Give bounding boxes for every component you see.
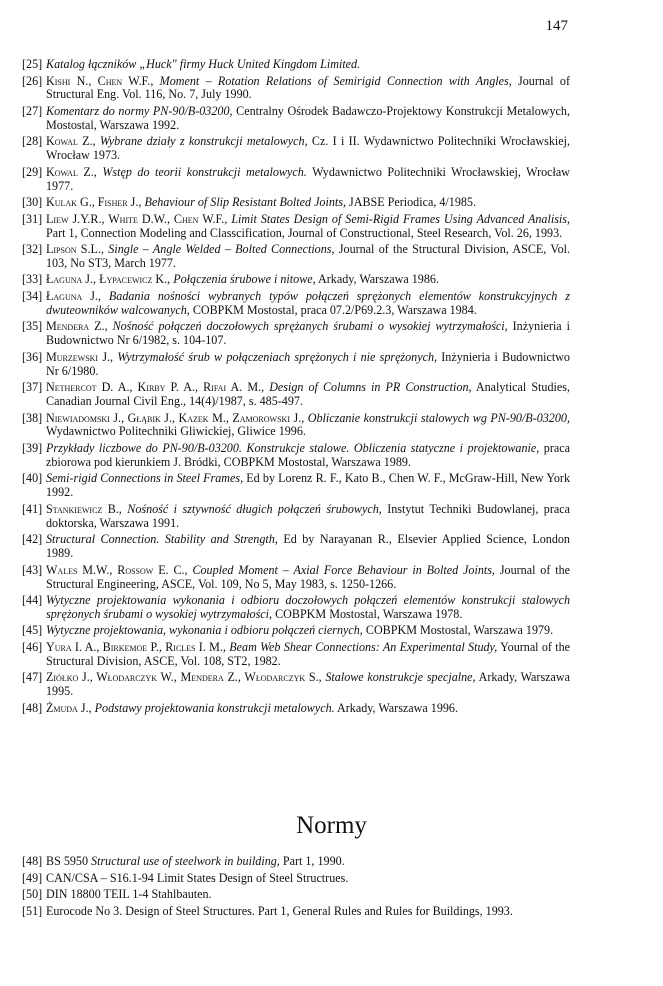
reference-number: [28] [22,134,43,149]
reference-number: [38] [22,410,43,425]
reference-details: Inżynieria i Budownictwo Nr 6/1980. [46,349,570,378]
reference-number: [32] [22,242,43,257]
reference-title: Moment – Rotation Relations of Semirigid Connection with Angles, [159,73,512,88]
reference-author: Liew J.Y.R., White D.W., Chen W.F., [46,211,228,226]
reference-title: Nośność połączeń doczołowych sprężanych śrubami o wysokiej wytrzymałości, [112,319,508,334]
reference-title: Wytyczne projektowania wykonania i odbioru doczołowych połączeń elementów konstrukcji stalowych sprężonych śrubami o wysokiej wytrzymałości, [46,593,570,621]
reference-number: [48] [22,700,43,715]
reference-number: [25] [22,57,43,71]
reference-details: Arkady, Warszawa 1996. [337,700,458,715]
reference-entry [22,855,570,869]
reference-number: [50] [22,887,43,901]
reference-details: Arkady, Warszawa 1995. [46,670,571,699]
reference-entry [22,166,570,194]
reference-number: [29] [22,164,43,179]
reference-entry [22,290,570,318]
reference-author: Lipson S.L., [46,242,104,257]
reference-entry [22,594,570,622]
reference-entry [22,273,570,287]
reference-text: BS 5950 [46,854,89,868]
reference-entry [22,905,570,919]
reference-number: [35] [22,319,43,334]
reference-entry [22,442,570,470]
reference-author: Kowal Z., [46,164,97,179]
reference-number: [40] [22,471,43,486]
reference-entry [22,472,570,500]
reference-number: [45] [22,623,43,638]
reference-author: Wales M.W., Rossow E. C., [46,562,188,577]
reference-number: [27] [22,103,43,118]
reference-number: [41] [22,501,43,516]
reference-details: Journal of Structural Eng. Vol. 116, No. 7, July 1990. [46,73,570,102]
reference-author: Żmuda J., [46,700,92,715]
reference-details: Part 1, 1990. [282,854,345,868]
reference-details: praca zbiorowa pod kierunkiem J. Bródki, COBPKM Mostostal, Warszawa 1989. [46,440,570,469]
reference-author: Ziółko J., Włodarczyk W., Mendera Z., Włodarczyk S., [46,670,322,685]
reference-details: COBPKM Mostostal, praca 07.2/P69.2.3, Warszawa 1984. [192,302,477,317]
reference-details: Instytut Techniki Budowlanej, praca doktorska, Warszawa 1991. [46,501,570,530]
reference-title: Katalog łączników „Huck" firmy Huck United Kingdom Limited. [46,57,361,71]
reference-text: DIN 18800 TEIL 1-4 Stahlbauten. [46,887,212,901]
reference-title: Wstęp do teorii konstrukcji metalowych. [102,164,307,179]
reference-details: Analytical Studies, Canadian Journal Civil Eng., 14(4)/1987, s. 485-497. [46,380,570,409]
reference-number: [46] [22,639,43,654]
reference-author: Kowal Z., [46,134,96,149]
reference-number: [49] [22,870,43,885]
reference-number: [39] [22,440,43,455]
reference-number: [51] [22,903,43,918]
reference-title: Wytrzymałość śrub w połączeniach sprężonych i nie sprężonych, [117,349,438,364]
reference-entry [22,381,570,409]
reference-entry [22,671,570,699]
reference-title: Połączenia śrubowe i nitowe, [173,272,316,287]
reference-number: [44] [22,593,43,607]
reference-entry [22,58,570,72]
reference-author: Łaguna J., [46,288,101,303]
section-title: Normy [296,812,367,839]
reference-entry [22,412,570,440]
reference-details: Journal of the Structural Engineering, ASCE, Vol. 109, No 5, May 1983, s. 1250-1266. [46,562,570,591]
reference-title: Structural Connection. Stability and Strength, [46,532,278,547]
reference-author: Nethercot D. A., Kirby P. A., Rifai A. M., [46,380,265,395]
reference-number: [34] [22,288,43,303]
reference-number: [47] [22,670,43,685]
reference-entry [22,320,570,348]
reference-details: COBPKM Mostostal, Warszawa 1979. [365,623,554,638]
reference-title: Coupled Moment – Axial Force Behaviour in Bolted Joints, [192,562,495,577]
reference-title: Behaviour of Slip Resistant Bolted Joints, [144,195,346,210]
reference-entry [22,872,570,886]
reference-title: Design of Columns in PR Construction, [269,380,472,395]
reference-details: Wydawnictwo Politechniki Gliwickiej, Gliwice 1996. [46,424,306,439]
reference-entry [22,533,570,561]
reference-number: [37] [22,380,43,395]
reference-title: Semi-rigid Connections in Steel Frames, [46,471,244,486]
references-list [22,58,570,718]
reference-text: Eurocode No 3. Design of Steel Structures. Part 1, General Rules and Rules for Buildings, 1993. [46,903,513,918]
reference-author: Niewiadomski J., Głąbik J., Kazek M., Zamorowski J., [46,410,305,425]
reference-details: Cz. I i II. Wydawnictwo Politechniki Wrocławskiej, Wrocław 1973. [46,134,571,163]
reference-details: Centralny Ośrodek Badawczo-Projektowy Konstrukcji Metalowych, Mostostal, Warszawa 1992. [46,103,570,132]
reference-title: Komentarz do normy PN-90/B-03200, [46,103,233,118]
reference-entry [22,564,570,592]
reference-title: Nośność i sztywność długich połączeń śrubowych, [127,501,382,516]
reference-entry [22,196,570,210]
reference-details: COBPKM Mostostal, Warszawa 1978. [275,606,463,621]
reference-title: Structural use of steelwork in building, [91,854,280,868]
reference-author: Kishi N., Chen W.F., [46,73,154,88]
reference-number: [42] [22,532,43,547]
reference-title: Wybrane działy z konstrukcji metalowych, [99,134,308,149]
reference-author: Stankiewicz B., [46,501,122,516]
reference-author: Mendera Z., [46,319,108,334]
reference-text: CAN/CSA – S16.1-94 Limit States Design of Steel Structrues. [46,870,349,885]
reference-entry [22,105,570,133]
reference-author: Murzewski J., [46,349,114,364]
reference-number: [36] [22,349,43,364]
reference-entry [22,888,570,902]
reference-details: Arkady, Warszawa 1986. [318,272,439,287]
reference-title: Wytyczne projektowania, wykonania i odbioru połączeń ciernych, [46,623,363,638]
reference-number: [48] [22,854,43,868]
page-number: 147 [545,18,568,34]
reference-details: JABSE Periodica, 4/1985. [349,195,476,210]
reference-number: [33] [22,272,43,287]
reference-entry [22,624,570,638]
reference-title: Obliczanie konstrukcji stalowych wg PN-90/B-03200, [307,410,570,425]
reference-entry [22,641,570,669]
reference-details: Inżynieria i Budownictwo Nr 6/1982, s. 104-107. [46,319,570,348]
reference-details: Part 1, Connection Modeling and Classcification, Journal of Constructional, Steel Research, Vol. 26, 1993. [46,225,563,240]
reference-title: Podstawy projektowania konstrukcji metalowych. [94,700,335,715]
reference-author: Łaguna J., Łypacewicz K., [46,272,171,287]
reference-title: Limit States Design of Semi-Rigid Frames Using Advanced Analisis, [231,211,570,226]
reference-number: [31] [22,211,43,226]
reference-title: Beam Web Shear Connections: An Experimental Study, [229,639,498,654]
reference-entry [22,702,570,716]
reference-number: [26] [22,73,43,88]
reference-details: Wydawnictwo Politechniki Wrocławskiej, Wrocław 1977. [46,164,571,193]
reference-title: Single – Angle Welded – Bolted Connections, [108,242,335,257]
reference-details: Journal of the Structural Division, ASCE, Vol. 103, No ST3, March 1977. [46,242,571,270]
reference-details: Ed by Lorenz R. F., Kato B., Chen W. F., McGraw-Hill, New York 1992. [46,471,571,500]
reference-number: [30] [22,195,43,210]
reference-entry [22,213,570,241]
norms-list [22,855,570,921]
reference-title: Przykłady liczbowe do PN-90/B-03200. Konstrukcje stalowe. Obliczenia statyczne i projektowanie, [46,440,540,455]
reference-author: Kulak G., Fisher J., [46,195,142,210]
reference-entry [22,503,570,531]
reference-title: Stalowe konstrukcje specjalne, [325,670,476,685]
reference-number: [43] [22,562,43,577]
reference-entry [22,351,570,379]
reference-author: Yura I. A., Birkemoe P., Ricles I. M., [46,639,226,654]
reference-entry [22,135,570,163]
reference-entry [22,243,570,271]
reference-details: Yournal of the Structural Division, ASCE, Vol. 108, ST2, 1982. [46,639,570,668]
reference-title: Badania nośności wybranych typów połączeń sprężonych elementów konstrukcyjnych z dwuteowników walcowanych, [46,288,570,317]
reference-entry [22,75,570,103]
reference-details: Ed by Narayanan R., Elsevier Applied Science, London 1989. [46,532,570,561]
